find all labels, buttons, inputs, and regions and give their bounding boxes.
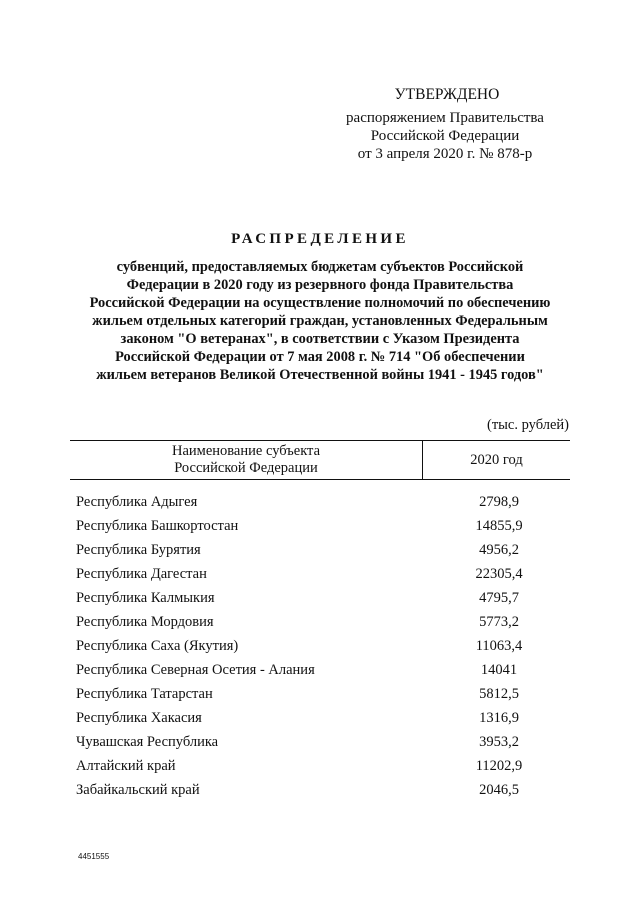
table-row [70,754,570,778]
header-name-column [70,441,423,479]
subtitle-line: законом "О ветеранах", в соответствии с Указом Президента [120,331,520,347]
subtitle-line: жильем отдельных категорий граждан, установленных Федеральным [92,313,548,329]
units-label: (тыс. рублей) [487,417,569,433]
header-name-line-2: Российской Федерации [174,460,318,476]
region-value: 5812,5 [479,685,519,702]
region-value: 4795,7 [479,589,519,606]
subtitle-line: Российской Федерации на осуществление полномочий по обеспечению [89,295,551,311]
region-name: Республика Саха (Якутия) [76,637,239,654]
document-number: 4451555 [78,852,110,861]
region-value: 4956,2 [479,541,519,558]
table-row [70,610,570,634]
approval-line-3: от 3 апреля 2020 г. № 878-р [357,146,533,162]
table-body [70,490,570,802]
region-name: Республика Дагестан [76,565,207,582]
approval-word: УТВЕРЖДЕНО [394,86,500,103]
region-value: 14041 [480,661,518,678]
region-name: Республика Бурятия [76,541,201,558]
region-name: Чувашская Республика [76,733,219,750]
document-subtitle [70,258,570,384]
region-name: Республика Хакасия [76,709,202,726]
region-name: Республика Татарстан [76,685,213,702]
region-value: 2046,5 [479,781,519,798]
table-row [70,490,570,514]
region-value: 14855,9 [475,517,523,534]
region-name: Республика Калмыкия [76,589,215,606]
region-name: Республика Мордовия [76,613,214,630]
table-row [70,634,570,658]
subtitle-line: Федерации в 2020 году из резервного фонда Правительства [126,277,514,293]
region-value: 5773,2 [479,613,519,630]
region-name: Республика Адыгея [76,493,198,510]
subtitle-line: Российской Федерации от 7 мая 2008 г. № 714 "Об обеспечении [115,349,525,365]
document-title: РАСПРЕДЕЛЕНИЕ [231,231,409,247]
header-year-column: 2020 год [470,452,523,468]
table-row [70,586,570,610]
table-row [70,562,570,586]
region-value: 3953,2 [479,733,519,750]
table-row [70,778,570,802]
table-row [70,658,570,682]
region-value: 11202,9 [475,757,523,774]
header-name-line-1: Наименование субъекта [171,443,321,459]
table-row [70,682,570,706]
table-row [70,538,570,562]
table-row [70,706,570,730]
region-value: 22305,4 [475,565,523,582]
table-row [70,730,570,754]
region-name: Республика Северная Осетия - Алания [76,661,315,678]
approval-block [330,86,560,163]
table-header [70,440,570,480]
approval-line-2: Российской Федерации [370,128,520,144]
region-name: Республика Башкортостан [76,517,239,534]
subtitle-line: субвенций, предоставляемых бюджетам субъектов Российской [116,259,524,275]
approval-line-1: распоряжением Правительства [346,110,544,126]
region-name: Алтайский край [76,757,176,774]
region-name: Забайкальский край [76,781,200,798]
region-value: 2798,9 [479,493,519,510]
subtitle-line: жильем ветеранов Великой Отечественной войны 1941 - 1945 годов" [96,367,544,383]
table-row [70,514,570,538]
region-value: 1316,9 [479,709,519,726]
region-value: 11063,4 [475,637,523,654]
